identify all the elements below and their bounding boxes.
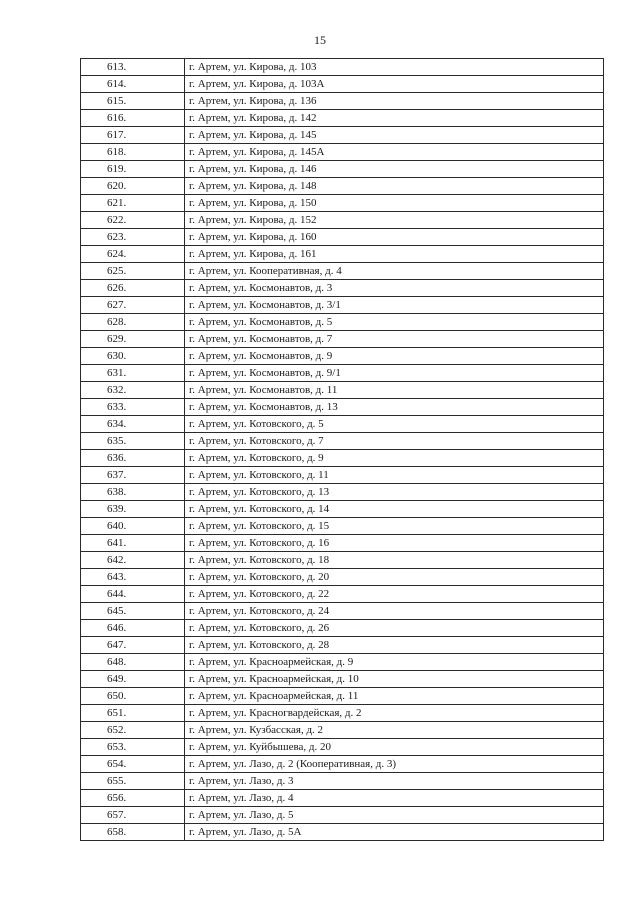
table-row [81,722,604,739]
row-number-cell: 639. [81,501,185,518]
address-cell: г. Артем, ул. Лазо, д. 5А [185,824,604,841]
table-row [81,195,604,212]
row-number-cell: 619. [81,161,185,178]
row-number-cell: 643. [81,569,185,586]
row-number-cell: 652. [81,722,185,739]
address-cell: г. Артем, ул. Кузбасская, д. 2 [185,722,604,739]
row-number-cell: 631. [81,365,185,382]
row-number-cell: 634. [81,416,185,433]
table-row [81,586,604,603]
address-cell: г. Артем, ул. Котовского, д. 15 [185,518,604,535]
table-row [81,280,604,297]
address-cell: г. Артем, ул. Куйбышева, д. 20 [185,739,604,756]
address-cell: г. Артем, ул. Котовского, д. 11 [185,467,604,484]
row-number-cell: 649. [81,671,185,688]
row-number-cell: 618. [81,144,185,161]
row-number-cell: 651. [81,705,185,722]
address-cell: г. Артем, ул. Красногвардейская, д. 2 [185,705,604,722]
address-cell: г. Артем, ул. Кооперативная, д. 4 [185,263,604,280]
row-number-cell: 622. [81,212,185,229]
row-number-cell: 645. [81,603,185,620]
address-cell: г. Артем, ул. Кирова, д. 136 [185,93,604,110]
row-number-cell: 630. [81,348,185,365]
table-row [81,637,604,654]
address-cell: г. Артем, ул. Космонавтов, д. 5 [185,314,604,331]
address-cell: г. Артем, ул. Котовского, д. 28 [185,637,604,654]
table-row [81,144,604,161]
address-table [80,58,604,841]
table-row [81,246,604,263]
row-number-cell: 641. [81,535,185,552]
address-cell: г. Артем, ул. Кирова, д. 103 [185,59,604,76]
table-row [81,331,604,348]
address-cell: г. Артем, ул. Кирова, д. 103А [185,76,604,93]
table-row [81,688,604,705]
row-number-cell: 644. [81,586,185,603]
address-cell: г. Артем, ул. Кирова, д. 142 [185,110,604,127]
table-row [81,382,604,399]
row-number-cell: 637. [81,467,185,484]
address-cell: г. Артем, ул. Космонавтов, д. 11 [185,382,604,399]
table-row [81,76,604,93]
table-row [81,739,604,756]
address-cell: г. Артем, ул. Красноармейская, д. 11 [185,688,604,705]
address-cell: г. Артем, ул. Котовского, д. 5 [185,416,604,433]
table-row [81,450,604,467]
table-row [81,535,604,552]
row-number-cell: 636. [81,450,185,467]
table-row [81,773,604,790]
address-cell: г. Артем, ул. Кирова, д. 152 [185,212,604,229]
table-row [81,620,604,637]
table-row [81,671,604,688]
address-cell: г. Артем, ул. Лазо, д. 5 [185,807,604,824]
address-cell: г. Артем, ул. Кирова, д. 150 [185,195,604,212]
table-row [81,365,604,382]
address-cell: г. Артем, ул. Кирова, д. 161 [185,246,604,263]
row-number-cell: 623. [81,229,185,246]
table-row [81,314,604,331]
table-row [81,756,604,773]
row-number-cell: 614. [81,76,185,93]
row-number-cell: 655. [81,773,185,790]
table-row [81,229,604,246]
table-row [81,348,604,365]
row-number-cell: 646. [81,620,185,637]
table-row [81,416,604,433]
address-cell: г. Артем, ул. Котовского, д. 7 [185,433,604,450]
row-number-cell: 632. [81,382,185,399]
page-number: 15 [314,33,326,47]
table-row [81,127,604,144]
row-number-cell: 625. [81,263,185,280]
table-row [81,161,604,178]
address-cell: г. Артем, ул. Космонавтов, д. 7 [185,331,604,348]
row-number-cell: 654. [81,756,185,773]
table-row [81,93,604,110]
address-cell: г. Артем, ул. Кирова, д. 148 [185,178,604,195]
table-row [81,552,604,569]
table-row [81,824,604,841]
address-cell: г. Артем, ул. Космонавтов, д. 13 [185,399,604,416]
address-cell: г. Артем, ул. Космонавтов, д. 9 [185,348,604,365]
row-number-cell: 616. [81,110,185,127]
address-cell: г. Артем, ул. Котовского, д. 9 [185,450,604,467]
table-row [81,59,604,76]
row-number-cell: 633. [81,399,185,416]
address-cell: г. Артем, ул. Кирова, д. 145А [185,144,604,161]
row-number-cell: 638. [81,484,185,501]
row-number-cell: 653. [81,739,185,756]
address-cell: г. Артем, ул. Котовского, д. 14 [185,501,604,518]
address-cell: г. Артем, ул. Красноармейская, д. 9 [185,654,604,671]
address-cell: г. Артем, ул. Космонавтов, д. 3 [185,280,604,297]
row-number-cell: 627. [81,297,185,314]
table-row [81,178,604,195]
row-number-cell: 650. [81,688,185,705]
table-row [81,654,604,671]
address-cell: г. Артем, ул. Лазо, д. 2 (Кооперативная, д. 3) [185,756,604,773]
row-number-cell: 657. [81,807,185,824]
address-cell: г. Артем, ул. Лазо, д. 4 [185,790,604,807]
row-number-cell: 647. [81,637,185,654]
table-row [81,297,604,314]
row-number-cell: 615. [81,93,185,110]
row-number-cell: 642. [81,552,185,569]
address-cell: г. Артем, ул. Котовского, д. 22 [185,586,604,603]
address-cell: г. Артем, ул. Котовского, д. 13 [185,484,604,501]
table-row [81,569,604,586]
table-row [81,399,604,416]
address-cell: г. Артем, ул. Котовского, д. 16 [185,535,604,552]
row-number-cell: 635. [81,433,185,450]
table-row [81,484,604,501]
table-row [81,433,604,450]
table-row [81,212,604,229]
row-number-cell: 621. [81,195,185,212]
row-number-cell: 628. [81,314,185,331]
address-cell: г. Артем, ул. Котовского, д. 20 [185,569,604,586]
table-row [81,807,604,824]
row-number-cell: 624. [81,246,185,263]
row-number-cell: 629. [81,331,185,348]
table-row [81,603,604,620]
address-cell: г. Артем, ул. Котовского, д. 26 [185,620,604,637]
row-number-cell: 613. [81,59,185,76]
row-number-cell: 626. [81,280,185,297]
row-number-cell: 617. [81,127,185,144]
address-cell: г. Артем, ул. Кирова, д. 145 [185,127,604,144]
address-cell: г. Артем, ул. Космонавтов, д. 9/1 [185,365,604,382]
table-row [81,110,604,127]
address-cell: г. Артем, ул. Кирова, д. 146 [185,161,604,178]
address-cell: г. Артем, ул. Кирова, д. 160 [185,229,604,246]
address-cell: г. Артем, ул. Котовского, д. 18 [185,552,604,569]
table-row [81,790,604,807]
address-table-body [81,59,604,841]
address-cell: г. Артем, ул. Котовского, д. 24 [185,603,604,620]
row-number-cell: 640. [81,518,185,535]
table-row [81,501,604,518]
address-cell: г. Артем, ул. Лазо, д. 3 [185,773,604,790]
address-cell: г. Артем, ул. Красноармейская, д. 10 [185,671,604,688]
table-row [81,263,604,280]
row-number-cell: 648. [81,654,185,671]
row-number-cell: 620. [81,178,185,195]
row-number-cell: 658. [81,824,185,841]
address-cell: г. Артем, ул. Космонавтов, д. 3/1 [185,297,604,314]
table-row [81,705,604,722]
table-row [81,467,604,484]
row-number-cell: 656. [81,790,185,807]
table-row [81,518,604,535]
